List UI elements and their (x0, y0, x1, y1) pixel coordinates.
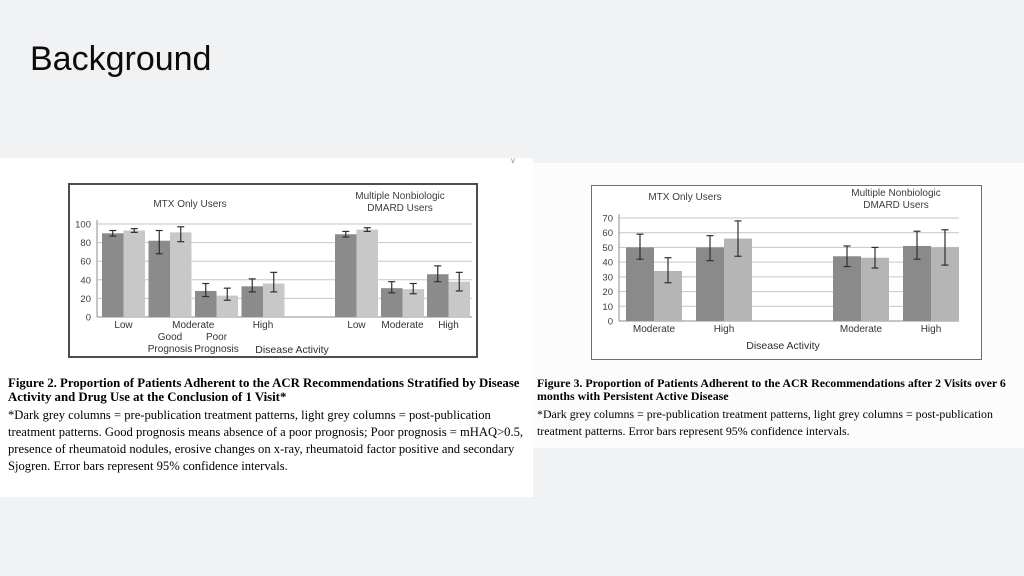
svg-text:Multiple Nonbiologic: Multiple Nonbiologic (851, 188, 941, 199)
svg-text:Prognosis: Prognosis (194, 344, 239, 355)
svg-text:High: High (920, 324, 942, 335)
svg-text:Good: Good (157, 332, 183, 343)
svg-text:60: 60 (602, 228, 613, 240)
svg-text:70: 70 (602, 213, 613, 225)
svg-text:40: 40 (602, 257, 613, 269)
svg-text:Low: Low (114, 320, 133, 331)
svg-text:Moderate: Moderate (172, 320, 215, 331)
svg-text:DMARD Users: DMARD Users (863, 200, 929, 211)
figure3-chart (592, 186, 981, 359)
figure2-caption-title: Figure 2. Proportion of Patients Adherent to the ACR Recommendations Stratified by Disease Activity and Drug Use at the Conclusion of 1 Visit* (8, 376, 520, 404)
svg-text:MTX Only Users: MTX Only Users (153, 199, 227, 210)
svg-text:80: 80 (80, 238, 91, 250)
figure2-caption-note: *Dark grey columns = pre-publication treatment patterns, light grey columns = post-publication treatment patterns. Good prognosis means absence of a poor prognosis; Poor prognosis = mHAQ>0.5, presence of rheumatoid nodules, erosive changes on x-ray, rheumatoid factor positive and secondary Sjogren. Error bars represent 95% confidence intervals. (8, 408, 524, 473)
svg-text:Low: Low (347, 320, 366, 331)
svg-text:100: 100 (75, 219, 91, 231)
svg-text:MTX Only Users: MTX Only Users (648, 192, 722, 203)
figure2-caption (8, 377, 530, 475)
svg-text:Prognosis: Prognosis (147, 344, 193, 355)
svg-text:High: High (252, 320, 274, 331)
svg-text:50: 50 (602, 242, 613, 254)
svg-text:Moderate: Moderate (632, 324, 676, 335)
screenshot-artifact-mark: v (511, 156, 515, 165)
svg-text:0: 0 (85, 312, 91, 324)
svg-text:DMARD Users: DMARD Users (367, 203, 433, 214)
slide-title: Background (30, 40, 212, 78)
svg-text:0: 0 (607, 316, 613, 328)
svg-text:Disease Activity: Disease Activity (255, 344, 329, 356)
figure3-caption-title: Figure 3. Proportion of Patients Adherent to the ACR Recommendations after 2 Visits over 6 months with Persistent Active Disease (537, 376, 1006, 403)
svg-text:30: 30 (602, 272, 613, 284)
svg-text:20: 20 (602, 287, 613, 299)
svg-text:20: 20 (80, 293, 91, 305)
svg-text:Poor: Poor (205, 332, 228, 343)
svg-text:40: 40 (80, 275, 91, 287)
svg-text:10: 10 (602, 301, 613, 313)
svg-text:60: 60 (80, 256, 91, 268)
svg-text:Multiple Nonbiologic: Multiple Nonbiologic (355, 191, 445, 202)
svg-text:Moderate: Moderate (839, 324, 883, 335)
figure3-caption (537, 377, 1014, 439)
figure3-box (591, 185, 982, 360)
svg-text:Disease Activity: Disease Activity (746, 340, 820, 352)
svg-text:High: High (438, 320, 459, 331)
figure3-caption-note: *Dark grey columns = pre-publication treatment patterns, light grey columns = post-publication treatment patterns. Error bars represent 95% confidence intervals. (537, 407, 993, 438)
figure2-box (68, 183, 478, 358)
figure2-chart (70, 185, 476, 356)
svg-text:Moderate: Moderate (381, 320, 424, 331)
svg-text:High: High (713, 324, 735, 335)
